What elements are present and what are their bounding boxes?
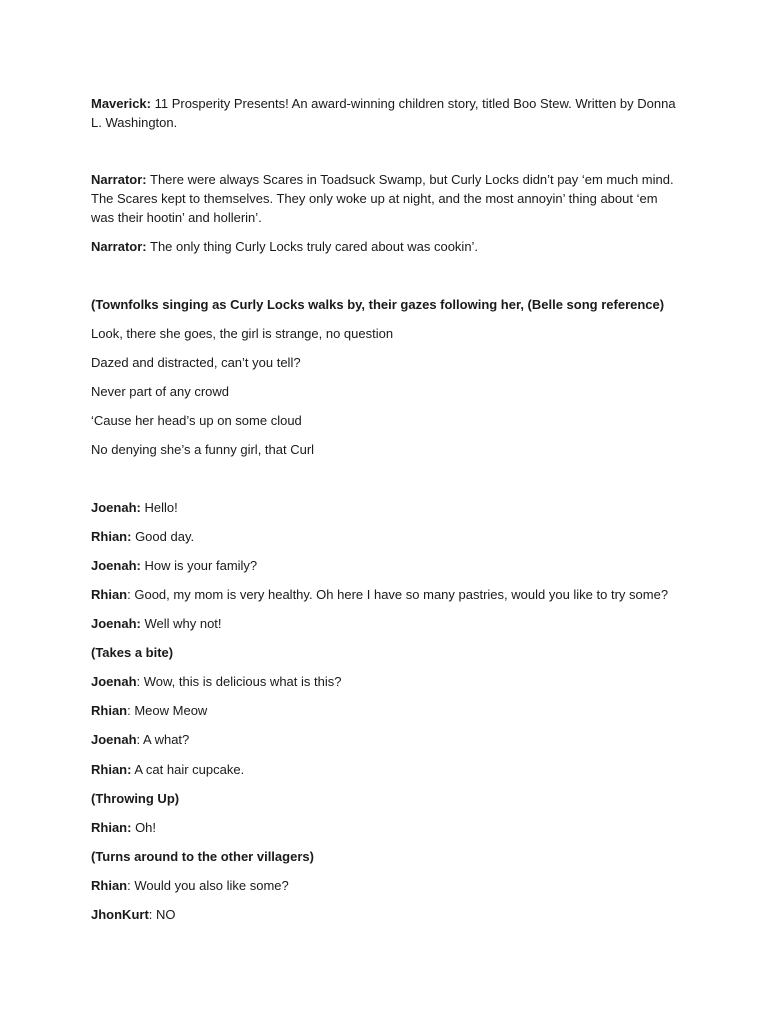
narrator-line (91, 237, 681, 256)
speaker-label: Joenah: (91, 616, 141, 631)
line-text: : Meow Meow (127, 703, 208, 718)
line-text: : Wow, this is delicious what is this? (136, 674, 342, 689)
speaker-label: Joenah: (91, 558, 141, 573)
speaker-label: Rhian: (91, 762, 132, 777)
song-line: ‘Cause her head’s up on some cloud (91, 413, 302, 428)
dialogue-line (91, 527, 681, 546)
stage-direction: (Townfolks singing as Curly Locks walks by, their gazes following her, (Belle song reference) (91, 297, 665, 312)
dialogue-line (91, 556, 681, 575)
song-line: No denying she’s a funny girl, that Curl (91, 442, 315, 457)
stage-direction: (Throwing Up) (91, 791, 180, 806)
speaker-label: Narrator: (91, 172, 147, 187)
line-text: Well why not! (140, 616, 222, 631)
speaker-label: Rhian (91, 587, 128, 602)
speaker-label: Joenah (91, 674, 137, 689)
line-text: A cat hair cupcake. (131, 762, 245, 777)
dialogue-line (91, 614, 681, 633)
line-text: Oh! (131, 820, 157, 835)
dialogue-line (91, 730, 681, 749)
speaker-label: Rhian: (91, 820, 132, 835)
dialogue-line (91, 876, 681, 895)
song-line: Never part of any crowd (91, 384, 230, 399)
dialogue-line (91, 905, 681, 924)
speaker-label: Joenah: (91, 500, 141, 515)
speaker-label: Joenah (91, 732, 137, 747)
line-text: Good day. (131, 529, 195, 544)
speaker-label: Maverick: (91, 96, 151, 111)
stage-direction: (Turns around to the other villagers) (91, 849, 314, 864)
song-line: Look, there she goes, the girl is strange, no question (91, 326, 394, 341)
line-text: : Good, my mom is very healthy. Oh here I have so many pastries, would you like to try some? (127, 587, 669, 602)
dialogue-line (91, 498, 681, 517)
song-line: Dazed and distracted, can’t you tell? (91, 355, 301, 370)
line-text: 11 Prosperity Presents! An award-winning children story, titled Boo Stew. Written by Donna L. Washington. (91, 96, 676, 130)
dialogue-line (91, 672, 681, 691)
speaker-label: Rhian (91, 878, 128, 893)
speaker-label: Rhian (91, 703, 128, 718)
line-text: The only thing Curly Locks truly cared about was cookin’. (146, 239, 479, 254)
narrator-line (91, 170, 681, 227)
line-text: : A what? (136, 732, 190, 747)
speaker-label: Rhian: (91, 529, 132, 544)
line-text: Hello! (140, 500, 178, 515)
dialogue-line (91, 701, 681, 720)
line-text: There were always Scares in Toadsuck Swamp, but Curly Locks didn’t pay ‘em much mind. The Scares kept to themselves. They only woke up at night, and the most annoyin’ thing about ‘em was their hootin’ and hollerin’. (91, 172, 674, 225)
dialogue-line (91, 818, 681, 837)
dialogue-line (91, 585, 681, 604)
intro-line (91, 94, 681, 132)
speaker-label: Narrator: (91, 239, 147, 254)
line-text: How is your family? (140, 558, 258, 573)
line-text: : Would you also like some? (127, 878, 289, 893)
stage-direction: (Takes a bite) (91, 645, 174, 660)
dialogue-line (91, 760, 681, 779)
speaker-label: JhonKurt (91, 907, 149, 922)
line-text: : NO (148, 907, 176, 922)
